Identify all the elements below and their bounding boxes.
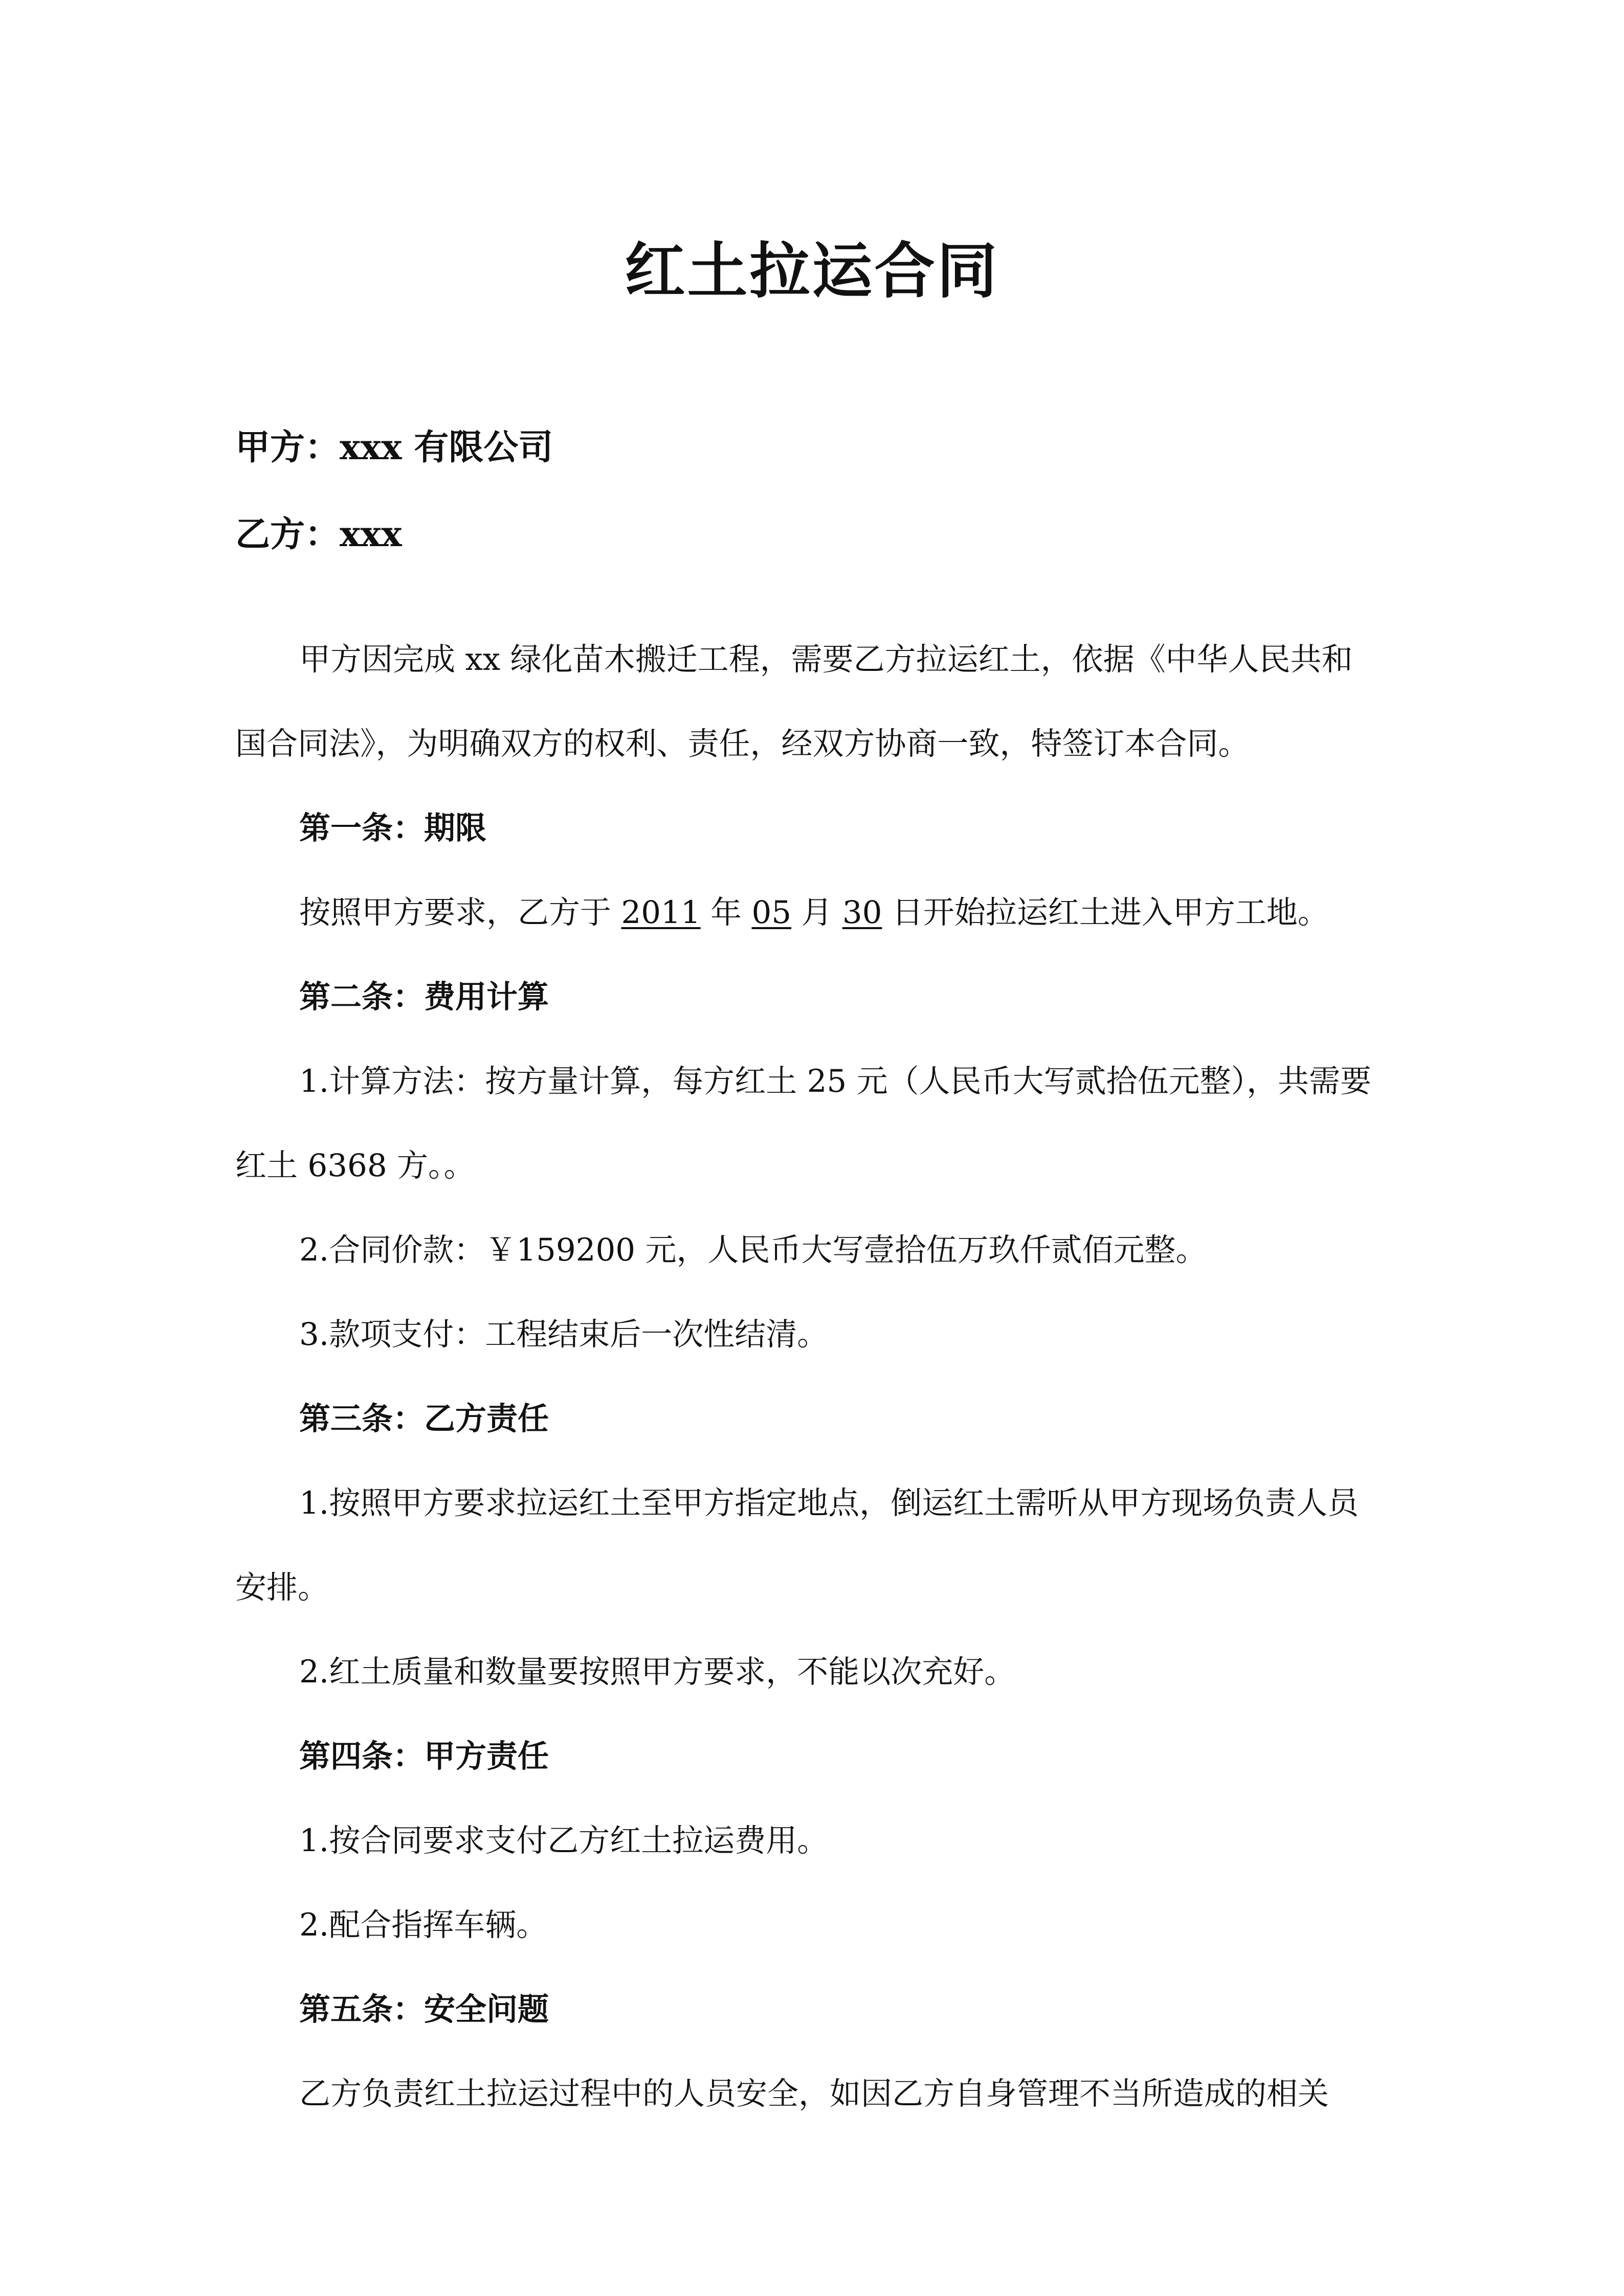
article3-heading: 第三条：乙方责任 (299, 1401, 549, 1437)
article2-item1-line1: 1.计算方法：按方量计算，每方红土 25 元（人民币大写贰拾伍元整），共需要 (299, 1063, 1372, 1099)
article3-item1-line1: 1.按照甲方要求拉运红土至甲方指定地点，倒运红土需听从甲方现场负责人员 (299, 1485, 1359, 1521)
intro-line-2: 国合同法》，为明确双方的权利、责任，经双方协商一致，特签订本合同。 (235, 726, 1250, 762)
intro-line-1: 甲方因完成 xx 绿化苗木搬迁工程，需要乙方拉运红土，依据《中华人民共和 (299, 641, 1353, 678)
article1-month-suffix: 月 (791, 894, 842, 931)
party-b: 乙方：xxx (235, 514, 402, 555)
article5-heading: 第五条：安全问题 (299, 1991, 549, 2028)
article2-item2: 2.合同价款：￥159200 元，人民币大写壹拾伍万玖仟贰佰元整。 (299, 1232, 1207, 1268)
document-title: 红土拉运合同 (625, 235, 999, 306)
article4-item2: 2.配合指挥车辆。 (299, 1907, 548, 1943)
article4-item1: 1.按合同要求支付乙方红土拉运费用。 (299, 1822, 829, 1859)
article2-item3: 3.款项支付：工程结束后一次性结清。 (299, 1316, 829, 1353)
article4-heading: 第四条：甲方责任 (299, 1738, 549, 1774)
party-a: 甲方：xxx 有限公司 (235, 427, 553, 468)
article2-item1-line2: 红土 6368 方。。 (235, 1147, 475, 1184)
article1-year-suffix: 年 (700, 894, 752, 931)
article1-month: 05 (751, 894, 792, 931)
article2-heading: 第二条：费用计算 (299, 979, 549, 1015)
article1-text (299, 890, 1329, 936)
article5-text-line1: 乙方负责红土拉运过程中的人员安全，如因乙方自身管理不当所造成的相关 (299, 2076, 1329, 2112)
article1-heading: 第一条：期限 (299, 810, 487, 846)
article1-day-suffix: 日开始拉运红土进入甲方工地。 (882, 894, 1329, 931)
article1-day: 30 (842, 894, 882, 931)
article3-item1-line2: 安排。 (235, 1569, 329, 1606)
article1-year: 2011 (621, 894, 701, 931)
article3-item2: 2.红土质量和数量要按照甲方要求，不能以次充好。 (299, 1654, 1016, 1690)
article1-text-prefix: 按照甲方要求，乙方于 (299, 894, 621, 931)
